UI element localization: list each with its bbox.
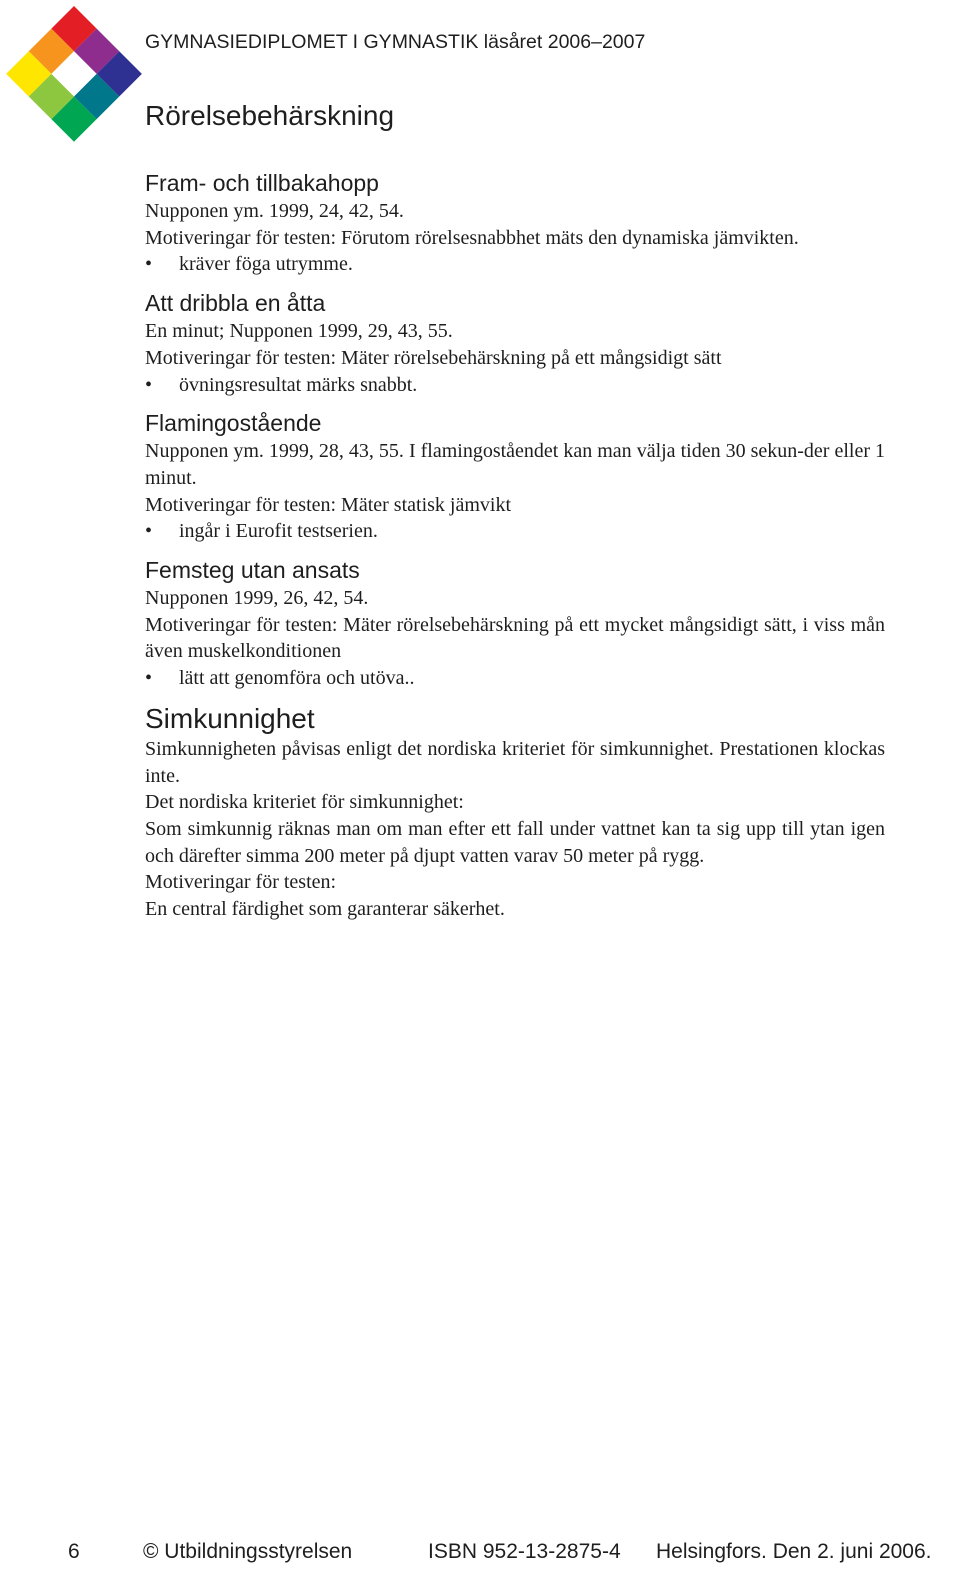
test-motivation: Motiveringar för testen: Förutom rörelsesnabbhet mäts den dynamiska jämvikten. xyxy=(145,226,799,249)
publisher: © Utbildningsstyrelsen xyxy=(143,1540,353,1563)
logo-graphic xyxy=(6,6,142,142)
test-section xyxy=(145,555,885,692)
page-number: 6 xyxy=(68,1540,80,1563)
criterion-text: Som simkunnig räknas man om man efter ett fall under vattnet kan ta sig upp till ytan igen och därefter simma 200 meter på djupt vatten varav 50 meter på rygg. xyxy=(145,817,885,867)
swimming-heading: Simkunnighet xyxy=(145,702,315,734)
swimming-section xyxy=(145,702,885,923)
colorful-diamond-logo xyxy=(6,6,142,142)
test-title: Fram- och tillbakahopp xyxy=(145,170,379,196)
test-reference: Nupponen ym. 1999, 24, 42, 54. xyxy=(145,200,404,222)
bullet-text: lätt att genomföra och utöva.. xyxy=(179,667,415,690)
running-header: GYMNASIEDIPLOMET I GYMNASTIK läsåret 2006–2007 xyxy=(145,31,646,53)
bullet-item xyxy=(145,251,885,278)
bullet-icon: • xyxy=(145,667,153,690)
test-title: Flamingostående xyxy=(145,410,322,437)
bullet-icon: • xyxy=(145,253,153,276)
isbn: ISBN 952-13-2875-4 xyxy=(428,1540,621,1563)
bullet-icon: • xyxy=(145,373,153,396)
bullet-item xyxy=(145,518,885,545)
criterion-label: Det nordiska kriteriet för simkunnighet: xyxy=(145,791,464,814)
page-footer xyxy=(0,1540,960,1570)
page-title: Rörelsebehärskning xyxy=(145,100,395,131)
motivation-text: En central färdighet som garanterar säkerhet. xyxy=(145,898,505,921)
motivation-label: Motiveringar för testen: xyxy=(145,871,337,894)
bullet-text: kräver föga utrymme. xyxy=(179,253,353,276)
test-reference: Nupponen 1999, 26, 42, 54. xyxy=(145,587,369,610)
bullet-text: ingår i Eurofit testserien. xyxy=(179,520,378,543)
bullet-item xyxy=(145,665,885,692)
place-date: Helsingfors. Den 2. juni 2006. xyxy=(656,1540,932,1563)
swimming-intro: Simkunnigheten påvisas enligt det nordiska kriteriet för simkunnighet. Prestationen klockas inte. xyxy=(145,737,885,787)
test-section xyxy=(145,288,885,398)
page-content xyxy=(145,96,885,923)
test-section xyxy=(145,168,885,278)
test-title: Femsteg utan ansats xyxy=(145,557,360,584)
test-reference: En minut; Nupponen 1999, 29, 43, 55. xyxy=(145,320,453,343)
test-motivation: Motiveringar för testen: Mäter rörelsebehärskning på ett mycket mångsidigt sätt, i viss mån även muskelkonditionen xyxy=(145,613,885,663)
test-motivation: Motiveringar för testen: Mäter rörelsebehärskning på ett mångsidigt sätt xyxy=(145,346,722,369)
test-title: Att dribbla en åtta xyxy=(145,290,326,317)
test-section xyxy=(145,408,885,545)
bullet-text: övningsresultat märks snabbt. xyxy=(179,373,418,396)
test-motivation: Motiveringar för testen: Mäter statisk jämvikt xyxy=(145,493,512,516)
test-reference: Nupponen ym. 1999, 28, 43, 55. I flamingoståendet kan man välja tiden 30 sekun-der eller 1 minut. xyxy=(145,440,885,489)
bullet-item xyxy=(145,372,885,399)
bullet-icon: • xyxy=(145,520,153,543)
